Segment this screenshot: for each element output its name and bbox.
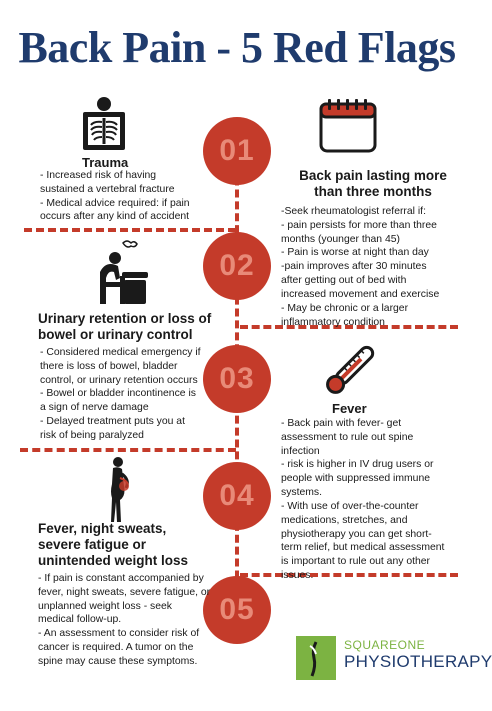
- number-03: 03: [219, 362, 255, 395]
- night-sweats-heading: [38, 521, 228, 570]
- trauma-line: sustained a vertebral fracture: [40, 183, 175, 195]
- calendar-icon: [318, 96, 378, 154]
- thermometer-icon: [318, 340, 380, 402]
- back-pain-line: - Pain is worse at night than day: [281, 247, 429, 259]
- night-sweats-line: - If pain is constant accompanied by: [38, 573, 204, 584]
- night-sweats-heading-line-2: severe fatigue or: [38, 537, 147, 553]
- logo-line-1: SQUAREONE: [344, 638, 426, 652]
- back-pain-line: months (younger than 45): [281, 233, 400, 245]
- fever-line: people with suppressed immune: [281, 473, 431, 485]
- back-pain-line: after getting out of bed with: [281, 275, 407, 287]
- fever-line: issues.: [281, 570, 314, 582]
- fever-line: medications, stretches, and: [281, 514, 408, 526]
- night-sweats-heading-line-1: Fever, night sweats,: [38, 521, 167, 536]
- urinary-text: [40, 346, 230, 443]
- back-pain-heading: [278, 168, 468, 200]
- number-circle-02: [203, 232, 271, 300]
- number-circle-04: [203, 462, 271, 530]
- night-sweats-text: [38, 572, 234, 669]
- night-sweats-line: unplanned weight loss - seek: [38, 600, 173, 612]
- number-04: 04: [219, 479, 255, 512]
- back-pain-line: -pain improves after 30 minutes: [281, 261, 427, 273]
- urinary-line: - Delayed treatment puts you at: [40, 416, 185, 428]
- urinary-line: - Considered medical emergency if: [40, 347, 201, 358]
- fever-line: is important to rule out any other: [281, 556, 431, 568]
- urinary-line: - Bowel or bladder incontinence is: [40, 388, 196, 400]
- connector-3: [20, 448, 236, 452]
- urinary-line: risk of being paralyzed: [40, 429, 144, 441]
- fever-line: - Back pain with fever- get: [281, 418, 402, 429]
- fever-line: term relief, but medical assessment: [281, 542, 445, 554]
- number-02: 02: [219, 249, 255, 282]
- fever-line: systems.: [281, 487, 322, 499]
- back-pain-line: increased movement and exercise: [281, 288, 440, 300]
- night-sweats-line: cancer is required. A tumor on the: [38, 642, 194, 654]
- urinary-heading: [38, 311, 238, 343]
- urinary-line: a sign of nerve damage: [40, 402, 149, 414]
- back-pain-heading-line-2: than three months: [314, 184, 432, 200]
- squareone-logo-mark: [296, 636, 336, 680]
- trauma-line: - Medical advice required: if pain: [40, 197, 190, 209]
- squareone-logo: [296, 636, 492, 680]
- fever-line: - risk is higher in IV drug users or: [281, 459, 434, 471]
- number-01: 01: [219, 134, 255, 167]
- number-05: 05: [219, 593, 255, 626]
- urinary-line: control, or urinary retention occurs: [40, 374, 198, 386]
- trauma-line: - Increased risk of having: [40, 170, 157, 181]
- xray-icon: [82, 96, 126, 152]
- trauma-line: occurs after any kind of accident: [40, 211, 190, 223]
- trauma-heading: Trauma: [82, 155, 129, 170]
- urinary-heading-line-1: Urinary retention or loss of: [38, 311, 212, 326]
- urinary-line: there is loss of bowel, bladder: [40, 360, 178, 372]
- night-sweats-line: fever, night sweats, severe fatigue, or: [38, 586, 211, 598]
- night-sweats-heading-line-3: unintended weight loss: [38, 553, 189, 569]
- trauma-text: [40, 169, 230, 224]
- fever-heading: Fever: [332, 401, 367, 416]
- sick-person-toilet-icon: [92, 238, 150, 304]
- fever-line: assessment to rule out spine: [281, 431, 414, 443]
- fever-text: [281, 417, 469, 583]
- night-sweats-line: medical follow-up.: [38, 614, 122, 626]
- fever-line: physiotherapy you can get short-: [281, 528, 432, 540]
- fever-line: - With use of over-the-counter: [281, 500, 419, 512]
- connector-1: [24, 228, 236, 232]
- back-pain-woman-icon: [100, 456, 136, 522]
- night-sweats-line: - An assessment to consider risk of: [38, 628, 200, 640]
- back-pain-line: -Seek rheumatologist referral if:: [281, 206, 426, 217]
- back-pain-text: [281, 205, 469, 329]
- back-pain-line: inflammatory condition: [281, 316, 385, 328]
- back-pain-heading-line-1: Back pain lasting more: [299, 168, 447, 183]
- back-pain-line: - pain persists for more than three: [281, 219, 437, 231]
- back-pain-line: - May be chronic or a larger: [281, 302, 409, 314]
- page-title: Back Pain - 5 Red Flags: [18, 23, 456, 72]
- fever-line: infection: [281, 445, 320, 457]
- logo-line-2: PHYSIOTHERAPY: [344, 652, 492, 671]
- night-sweats-line: spine may cause these symptoms.: [38, 655, 198, 667]
- urinary-heading-line-2: bowel or urinary control: [38, 327, 193, 343]
